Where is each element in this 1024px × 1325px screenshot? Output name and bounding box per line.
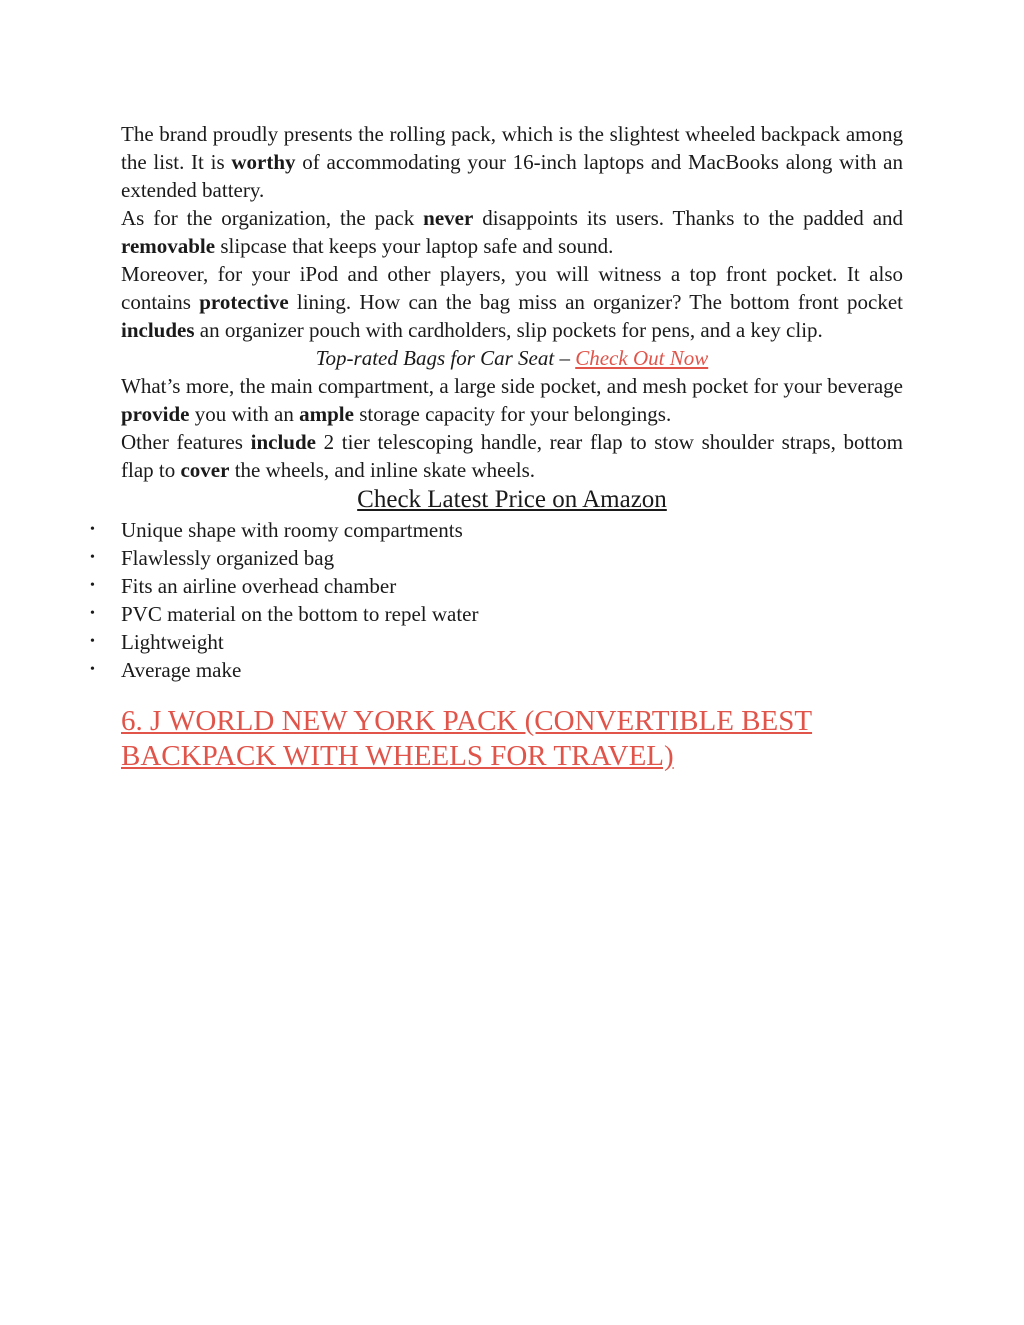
paragraph-text: The brand proudly presents the rolling pack, which is the slightest wheeled backpack among the list. It is bbox=[121, 122, 903, 174]
list-item bbox=[90, 628, 903, 656]
paragraph-storage bbox=[121, 372, 903, 428]
paragraph-text: 2 tier telescoping handle, rear flap to stow shoulder straps, bottom flap to bbox=[121, 430, 903, 482]
bold-word: worthy bbox=[231, 150, 296, 174]
list-item bbox=[90, 516, 903, 544]
paragraph-text: disappoints its users. Thanks to the padded and bbox=[473, 206, 904, 230]
bold-word: includes bbox=[121, 318, 195, 342]
bullet-icon: • bbox=[90, 522, 95, 537]
paragraph-features bbox=[121, 428, 903, 484]
paragraph-text: of accommodating your 16-inch laptops and MacBooks along with an extended battery. bbox=[121, 150, 904, 202]
bold-word: cover bbox=[180, 458, 230, 482]
bullet-icon: • bbox=[90, 578, 95, 593]
paragraph-text: As for the organization, the pack bbox=[121, 206, 424, 230]
list-item bbox=[90, 656, 903, 684]
bullet-icon: • bbox=[90, 550, 95, 565]
check-price-amazon-link[interactable]: Check Latest Price on Amazon bbox=[357, 486, 667, 513]
product-heading-link[interactable]: 6. J WORLD NEW YORK PACK (CONVERTIBLE BEST BACKPACK WITH WHEELS FOR TRAVEL) bbox=[121, 705, 813, 772]
paragraph-text: you with an bbox=[189, 402, 300, 426]
cons-list bbox=[90, 656, 903, 684]
bullet-icon: • bbox=[90, 606, 95, 621]
article-body bbox=[90, 120, 904, 774]
paragraph-text: an organizer pouch with cardholders, slip pockets for pens, and a key clip. bbox=[194, 318, 823, 342]
paragraph-text: the wheels, and inline skate wheels. bbox=[229, 458, 536, 482]
bold-word: provide bbox=[121, 402, 190, 426]
list-item-text: Unique shape with roomy compartments bbox=[121, 518, 463, 542]
promo-line bbox=[121, 344, 903, 372]
paragraph-text: Other features bbox=[121, 430, 251, 454]
bullet-icon: • bbox=[90, 634, 95, 649]
bullet-icon: • bbox=[90, 662, 95, 677]
bold-word: protective bbox=[199, 290, 289, 314]
paragraph-text: lining. How can the bag miss an organizer? The bottom front pocket bbox=[288, 290, 903, 314]
paragraph-organization bbox=[121, 204, 903, 260]
paragraph-pockets bbox=[121, 260, 903, 344]
bold-word: removable bbox=[121, 234, 216, 258]
list-item-text: Average make bbox=[121, 658, 242, 682]
list-item-text: PVC material on the bottom to repel water bbox=[121, 602, 479, 626]
bold-word: ample bbox=[299, 402, 354, 426]
list-item-text: Flawlessly organized bag bbox=[121, 546, 335, 570]
list-item-text: Lightweight bbox=[121, 630, 224, 654]
list-item bbox=[90, 572, 903, 600]
pros-list bbox=[90, 516, 903, 656]
bold-word: never bbox=[423, 206, 474, 230]
promo-text: Top-rated Bags for Car Seat – bbox=[315, 346, 576, 370]
paragraph-text: Moreover, for your iPod and other players, you will witness a top front pocket. It also contains bbox=[121, 262, 903, 314]
list-item bbox=[90, 600, 903, 628]
paragraph-text: What’s more, the main compartment, a large side pocket, and mesh pocket for your beverage bbox=[121, 374, 903, 398]
list-item-text: Fits an airline overhead chamber bbox=[121, 574, 397, 598]
paragraph-text: slipcase that keeps your laptop safe and sound. bbox=[215, 234, 614, 258]
bold-word: include bbox=[250, 430, 316, 454]
paragraph-text: storage capacity for your belongings. bbox=[353, 402, 672, 426]
check-out-now-link[interactable]: Check Out Now bbox=[575, 346, 709, 370]
paragraph-intro bbox=[121, 120, 903, 204]
list-item bbox=[90, 544, 903, 572]
